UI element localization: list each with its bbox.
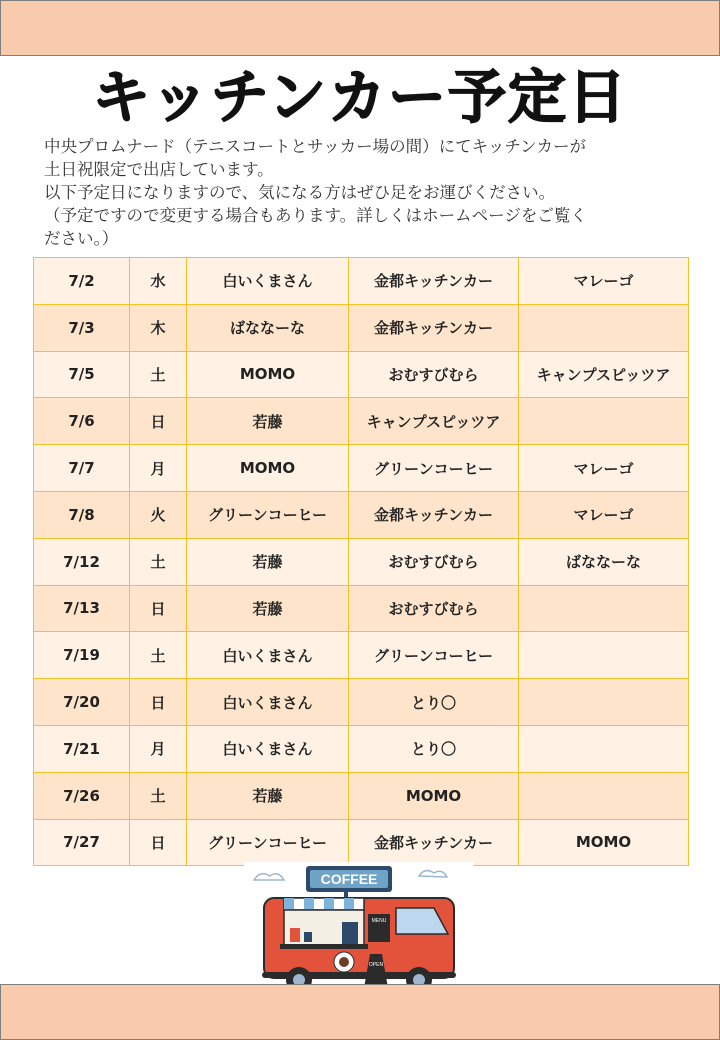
vendor-2-cell: とり〇 [349,679,519,726]
vendor-1-cell: グリーンコーヒー [187,819,349,866]
bottom-banner [0,984,720,1040]
date-cell: 7/20 [34,679,130,726]
vendor-2-cell: とり〇 [349,725,519,772]
intro-line: （予定ですので変更する場合もあります。詳しくはホームページをご覧く [44,206,587,225]
date-cell: 7/21 [34,725,130,772]
weekday-cell: 土 [130,538,187,585]
schedule-row [34,679,689,726]
vendor-3-cell: MOMO [519,819,689,866]
weekday-cell: 日 [130,819,187,866]
weekday-cell: 日 [130,398,187,445]
vendor-2-cell: 金都キッチンカー [349,491,519,538]
weekday-cell: 火 [130,491,187,538]
intro-line: 中央プロムナード（テニスコートとサッカー場の間）にてキッチンカーが [44,137,587,156]
weekday-cell: 木 [130,304,187,351]
vendor-1-cell: 若藤 [187,772,349,819]
date-cell: 7/6 [34,398,130,445]
vendor-1-cell: 白いくまさん [187,679,349,726]
date-cell: 7/3 [34,304,130,351]
vendor-1-cell: ばななーな [187,304,349,351]
schedule-row [34,772,689,819]
vendor-3-cell: マレーゴ [519,491,689,538]
weekday-cell: 日 [130,679,187,726]
schedule-row [34,819,689,866]
intro-line: ださい。） [44,229,119,248]
vendor-1-cell: グリーンコーヒー [187,491,349,538]
date-cell: 7/13 [34,585,130,632]
schedule-row [34,725,689,772]
coffee-sign-text: COFFEE [320,871,378,887]
date-cell: 7/5 [34,351,130,398]
schedule-row [34,445,689,492]
weekday-cell: 日 [130,585,187,632]
vendor-3-cell: マレーゴ [519,445,689,492]
vendor-3-cell [519,304,689,351]
vendor-1-cell: 白いくまさん [187,258,349,305]
schedule-row [34,538,689,585]
date-cell: 7/27 [34,819,130,866]
weekday-cell: 土 [130,351,187,398]
vendor-1-cell: 若藤 [187,538,349,585]
vendor-2-cell: キャンプスピッツア [349,398,519,445]
schedule-table [33,257,689,866]
date-cell: 7/12 [34,538,130,585]
intro-text [44,135,684,250]
vendor-3-cell: マレーゴ [519,258,689,305]
vendor-1-cell: MOMO [187,351,349,398]
vendor-3-cell: ばななーな [519,538,689,585]
schedule-row [34,258,689,305]
date-cell: 7/2 [34,258,130,305]
date-cell: 7/19 [34,632,130,679]
weekday-cell: 月 [130,445,187,492]
vendor-1-cell: 白いくまさん [187,725,349,772]
page-title: キッチンカー予定日 [92,63,628,131]
weekday-cell: 水 [130,258,187,305]
vendor-2-cell: 金都キッチンカー [349,304,519,351]
weekday-cell: 月 [130,725,187,772]
vendor-1-cell: 若藤 [187,585,349,632]
schedule-row [34,351,689,398]
date-cell: 7/26 [34,772,130,819]
vendor-3-cell [519,398,689,445]
schedule-row [34,398,689,445]
coffee-truck-illustration [244,862,474,1002]
vendor-2-cell: 金都キッチンカー [349,819,519,866]
vendor-1-cell: 若藤 [187,398,349,445]
vendor-3-cell [519,679,689,726]
coffee-truck-icon [244,862,474,1002]
vendor-3-cell [519,632,689,679]
vendor-2-cell: おむすびむら [349,351,519,398]
menu-board-text: MENU [371,918,387,924]
vendor-3-cell [519,772,689,819]
weekday-cell: 土 [130,632,187,679]
vendor-2-cell: 金都キッチンカー [349,258,519,305]
vendor-1-cell: 白いくまさん [187,632,349,679]
open-sign-text: OPEN [368,962,384,968]
vendor-3-cell: キャンプスピッツア [519,351,689,398]
date-cell: 7/8 [34,491,130,538]
schedule-row [34,632,689,679]
vendor-2-cell: おむすびむら [349,538,519,585]
schedule-row [34,304,689,351]
vendor-2-cell: おむすびむら [349,585,519,632]
vendor-1-cell: MOMO [187,445,349,492]
intro-line: 土日祝限定で出店しています。 [44,160,274,179]
schedule-row [34,491,689,538]
vendor-3-cell [519,585,689,632]
vendor-3-cell [519,725,689,772]
intro-line: 以下予定日になりますので、気になる方はぜひ足をお運びください。 [44,183,556,202]
vendor-2-cell: グリーンコーヒー [349,445,519,492]
weekday-cell: 土 [130,772,187,819]
schedule-row [34,585,689,632]
date-cell: 7/7 [34,445,130,492]
top-banner [0,0,720,56]
vendor-2-cell: グリーンコーヒー [349,632,519,679]
vendor-2-cell: MOMO [349,772,519,819]
